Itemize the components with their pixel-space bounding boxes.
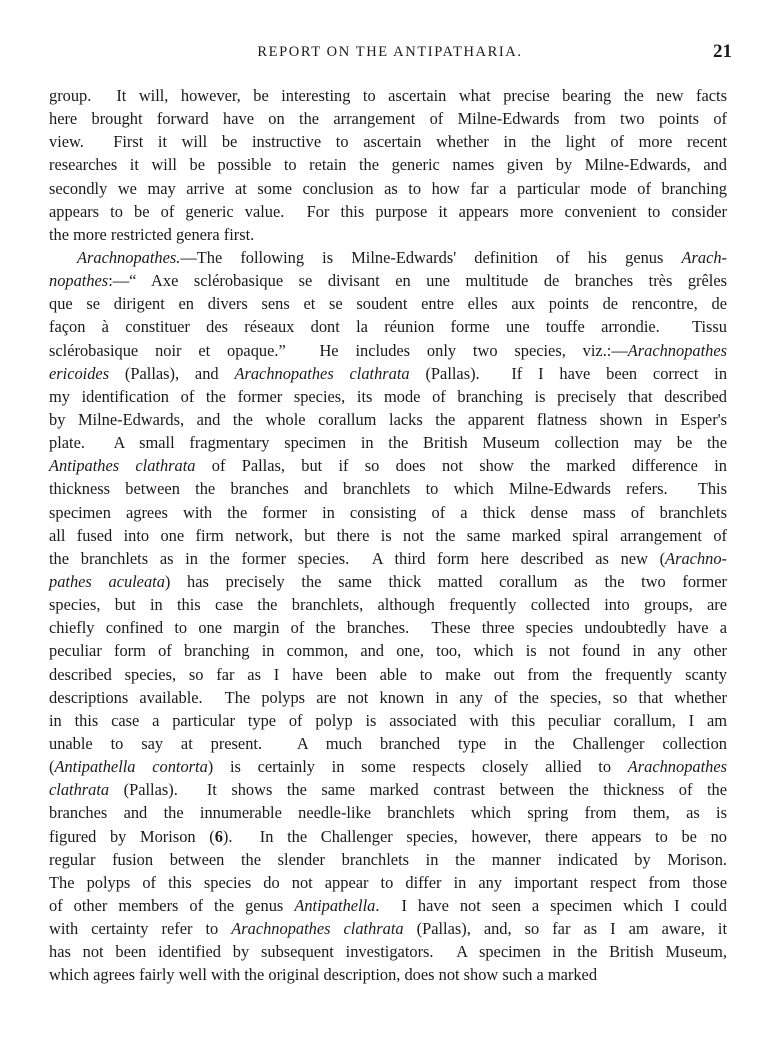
text-span: peculiar form of branching in common, and one, too, which is not found in any other <box>49 641 727 661</box>
text-span: appears to be of generic value. For this purpose it appears more convenient to consider <box>49 201 727 221</box>
text-span: . I have not seen a specimen which I could <box>375 895 727 915</box>
text-span: ( <box>49 757 55 777</box>
text-line <box>49 894 727 917</box>
text-span: the branchlets as in the former species. A third form here described as new ( <box>49 548 666 568</box>
text-line <box>49 755 727 778</box>
text-line <box>49 778 727 801</box>
text-line <box>49 130 727 153</box>
running-title: REPORT ON THE ANTIPATHARIA. <box>257 44 523 60</box>
text-span: ) has precisely the same thick matted corallum as the two former <box>164 571 727 591</box>
text-line <box>49 917 727 940</box>
text-span: which agrees fairly well with the original description, does not show such a marked <box>49 965 598 985</box>
text-span: chiefly confined to one margin of the branches. These three species undoubtedly have a <box>49 618 727 638</box>
text-line <box>49 732 727 755</box>
text-line <box>49 84 727 107</box>
text-span: in this case a particular type of polyp is associated with this peculiar corallum, I am <box>49 710 727 730</box>
italic-text: Antipathella <box>294 895 376 915</box>
text-line <box>49 269 727 292</box>
text-line <box>49 639 727 662</box>
text-span: branches and the innumerable needle-like branchlets which spring from them, as is <box>49 803 727 823</box>
running-head <box>52 41 732 68</box>
text-span: of other members of the genus <box>49 895 295 915</box>
text-span: species, but in this case the branchlets, although frequently collected into groups, are <box>49 595 727 615</box>
text-span: (Pallas). It shows the same marked contrast between the thickness of the <box>109 780 727 800</box>
reference-number: 6 <box>214 826 223 846</box>
italic-text: Arach- <box>681 247 727 267</box>
text-span: que se dirigent en divers sens et se soudent entre elles aux points de rencontre, de <box>49 294 727 314</box>
text-line <box>49 963 727 986</box>
text-span: thickness between the branches and branchlets to which Milne-Edwards refers. This <box>49 479 727 499</box>
text-line <box>49 177 727 200</box>
text-line <box>49 246 727 269</box>
text-span: researches it will be possible to retain the generic names given by Milne-Edwards, and <box>49 155 727 175</box>
text-line <box>49 223 727 246</box>
text-line <box>49 570 727 593</box>
italic-text: pathes aculeata <box>49 571 165 591</box>
text-line <box>49 292 727 315</box>
italic-text: Arachnopathes <box>627 757 727 777</box>
italic-text: ericoides <box>49 363 110 383</box>
body-text <box>49 84 727 986</box>
text-span: (Pallas), and, so far as I am aware, it <box>403 919 727 939</box>
text-line <box>49 107 727 130</box>
text-span: unable to say at present. A much branched type in the Challenger collection <box>49 733 727 753</box>
text-line <box>49 477 727 500</box>
italic-text: Arachnopathes clathrata <box>234 363 410 383</box>
text-span: has not been identified by subsequent investigators. A specimen in the British Museum, <box>49 942 727 962</box>
text-span: The polyps of this species do not appear to differ in any important respect from those <box>49 872 727 892</box>
text-line <box>49 362 727 385</box>
italic-text: Arachnopathes clathrata <box>231 919 404 939</box>
italic-text: Arachnopathes. <box>77 247 181 267</box>
text-span: —The following is Milne-Edwards' definition of his genus <box>180 247 682 267</box>
text-span: here brought forward have on the arrangement of Milne-Edwards from two points of <box>49 109 727 129</box>
text-line <box>49 547 727 570</box>
text-line <box>49 825 727 848</box>
text-line <box>49 663 727 686</box>
text-line <box>49 524 727 547</box>
italic-text: Arachnopathes <box>627 340 727 360</box>
text-span: group. It will, however, be interesting to ascertain what precise bearing the new facts <box>49 86 727 105</box>
text-line <box>49 848 727 871</box>
text-span: view. First it will be instructive to ascertain whether in the light of more recent <box>49 132 727 152</box>
text-span: (Pallas), and <box>109 363 235 383</box>
text-line <box>49 385 727 408</box>
text-span: plate. A small fragmentary specimen in the British Museum collection may be the <box>49 433 727 453</box>
italic-text: Antipathes clathrata <box>49 456 196 476</box>
text-span: secondly we may arrive at some conclusion as to how far a particular mode of branching <box>49 178 727 198</box>
italic-text: nopathes <box>49 271 109 291</box>
text-line <box>49 801 727 824</box>
text-span: of Pallas, but if so does not show the marked difference in <box>195 456 727 476</box>
text-span: regular fusion between the slender branchlets in the manner indicated by Morison. <box>49 849 727 869</box>
text-line <box>49 153 727 176</box>
text-line <box>49 593 727 616</box>
text-line <box>49 315 727 338</box>
text-line <box>49 408 727 431</box>
text-span: sclérobasique noir et opaque.” He includes only two species, viz.:— <box>49 340 628 360</box>
text-span: my identification of the former species, its mode of branching is precisely that described <box>49 386 727 406</box>
text-line <box>49 940 727 963</box>
page-number: 21 <box>713 41 732 62</box>
text-span: the more restricted genera first. <box>49 224 255 244</box>
text-line <box>49 339 727 362</box>
text-line <box>49 501 727 524</box>
text-span: :—“ Axe sclérobasique se divisant en une multitude de branches très grêles <box>108 271 727 291</box>
text-span: all fused into one firm network, but there is not the same marked spiral arrangement of <box>49 525 727 545</box>
text-span: descriptions available. The polyps are not known in any of the species, so that whether <box>49 687 727 707</box>
text-line <box>49 686 727 709</box>
text-span: ). In the Challenger species, however, there appears to be no <box>222 826 727 846</box>
text-span: specimen agrees with the former in consisting of a thick dense mass of branchlets <box>49 502 727 522</box>
text-span: ) is certainly in some respects closely allied to <box>207 757 628 777</box>
text-line <box>49 871 727 894</box>
italic-text: Antipathella contorta <box>54 757 208 777</box>
text-line <box>49 431 727 454</box>
text-span: with certainty refer to <box>49 919 232 939</box>
text-span: by Milne-Edwards, and the whole corallum lacks the apparent flatness shown in Esper's <box>49 409 727 429</box>
text-line <box>49 709 727 732</box>
text-span: (Pallas). If I have been correct in <box>409 363 728 383</box>
text-line <box>49 616 727 639</box>
text-span: figured by Morison ( <box>49 826 215 846</box>
text-span: described species, so far as I have been able to make out from the frequently scanty <box>49 664 727 684</box>
text-span: façon à constituer des réseaux dont la réunion forme une touffe arrondie. Tissu <box>49 317 727 337</box>
text-line <box>49 454 727 477</box>
italic-text: Arachno- <box>665 548 727 568</box>
italic-text: clathrata <box>49 780 110 800</box>
text-line <box>49 200 727 223</box>
